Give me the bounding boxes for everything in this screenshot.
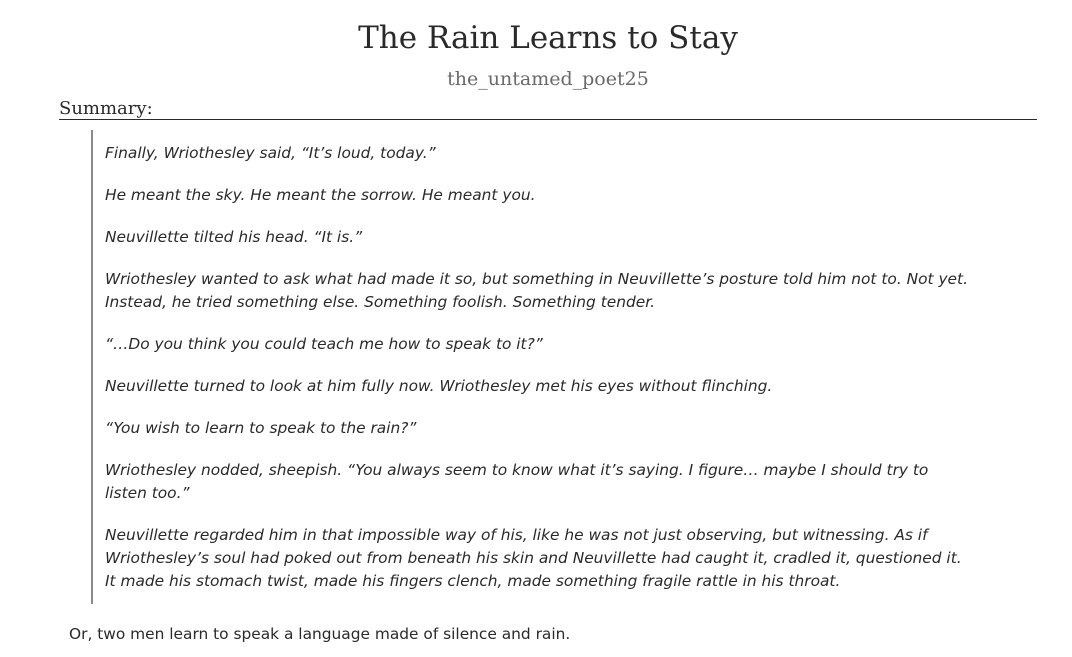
summary-paragraph-1: Finally, Wriothesley said, “It’s loud, today.” [105,144,436,162]
summary-paragraph-4: Wriothesley wanted to ask what had made it so, but something in Neuvillette’s posture told him not to. Not yet. Instead, he tried something else. Something foolish. Something tender. [105,270,968,311]
summary-paragraph-9: Neuvillette regarded him in that impossible way of his, like he was not just observing, but witnessing. As if Wriothesley’s soul had poked out from beneath his skin and Neuvillette had caught it, cradled it, questioned it. It made his stomach twist, made his fingers clench, made something fragile rattle in his throat. [105,526,962,590]
author-name[interactable]: the_untamed_poet25 [447,68,649,90]
summary-heading: Summary: [59,98,1037,120]
summary-paragraph-5: “…Do you think you could teach me how to speak to it?” [105,335,543,353]
work-title: The Rain Learns to Stay [358,20,738,56]
summary-paragraph-2: He meant the sky. He meant the sorrow. He meant you. [105,186,536,204]
summary-blockquote [91,130,971,604]
summary-paragraph-3: Neuvillette tilted his head. “It is.” [105,228,363,246]
summary-paragraph-6: Neuvillette turned to look at him fully now. Wriothesley met his eyes without flinching. [105,377,773,395]
summary-paragraph-8: Wriothesley nodded, sheepish. “You always seem to know what it’s saying. I figure… maybe I should try to listen too.” [105,461,929,502]
summary-paragraph-7: “You wish to learn to speak to the rain?” [105,419,417,437]
summary-closing-line: Or, two men learn to speak a language made of silence and rain. [69,625,571,643]
